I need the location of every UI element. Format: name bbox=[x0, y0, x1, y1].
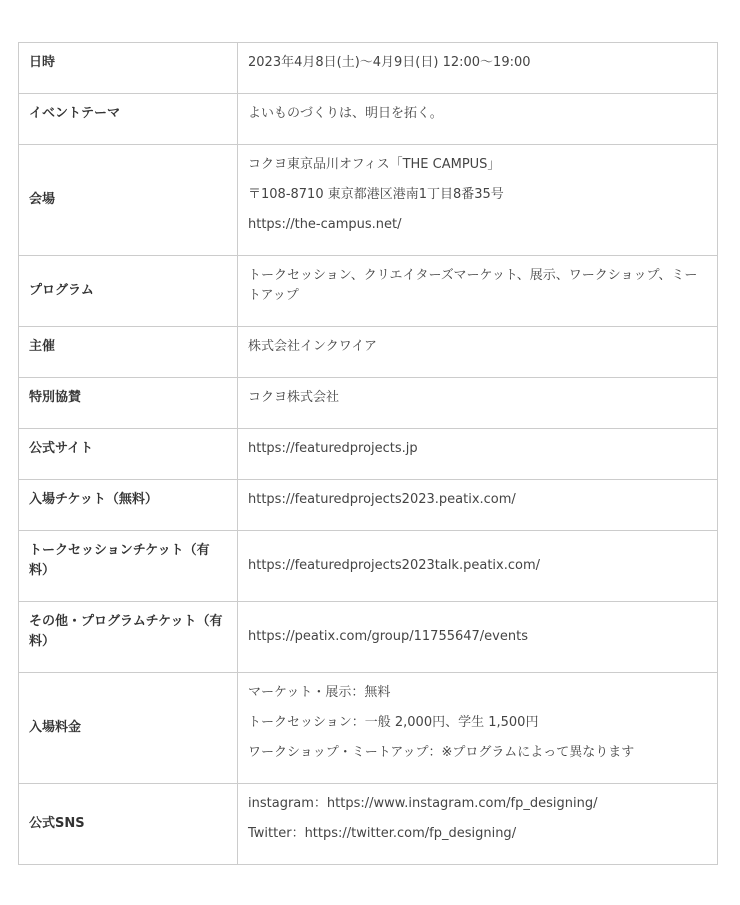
table-row bbox=[19, 784, 718, 865]
official-site-link[interactable]: https://featuredprojects.jp bbox=[248, 441, 418, 456]
row-label: 入場料金 bbox=[19, 673, 238, 784]
row-label: 公式SNS bbox=[19, 784, 238, 865]
table-row bbox=[19, 327, 718, 378]
venue-link[interactable]: https://the-campus.net/ bbox=[248, 217, 402, 232]
row-label: プログラム bbox=[19, 256, 238, 327]
program-ticket-link[interactable]: https://peatix.com/group/11755647/events bbox=[248, 629, 528, 644]
row-value: 2023年4月8日(土)〜4月9日(日) 12:00〜19:00 bbox=[238, 43, 718, 94]
row-label: 特別協賛 bbox=[19, 378, 238, 429]
row-value bbox=[238, 602, 718, 673]
row-label: 入場チケット（無料） bbox=[19, 480, 238, 531]
row-label: その他・プログラムチケット（有料） bbox=[19, 602, 238, 673]
table-row bbox=[19, 480, 718, 531]
row-label: 会場 bbox=[19, 145, 238, 256]
row-value bbox=[238, 429, 718, 480]
row-value: コクヨ株式会社 bbox=[238, 378, 718, 429]
table-row bbox=[19, 602, 718, 673]
table-row bbox=[19, 94, 718, 145]
talk-ticket-link[interactable]: https://featuredprojects2023talk.peatix.com/ bbox=[248, 558, 540, 573]
row-value bbox=[238, 531, 718, 602]
row-value bbox=[238, 480, 718, 531]
twitter-link[interactable]: Twitter：https://twitter.com/fp_designing/ bbox=[248, 826, 517, 841]
row-label: イベントテーマ bbox=[19, 94, 238, 145]
table-row bbox=[19, 378, 718, 429]
row-value: 株式会社インクワイア bbox=[238, 327, 718, 378]
table-row bbox=[19, 673, 718, 784]
row-label: トークセッションチケット（有料） bbox=[19, 531, 238, 602]
row-value: コクヨ東京品川オフィス「THE CAMPUS」 〒108-8710 東京都港区港南1丁目8番35号 https://the-campus.net/ bbox=[238, 145, 718, 256]
row-label: 公式サイト bbox=[19, 429, 238, 480]
row-label: 日時 bbox=[19, 43, 238, 94]
entry-ticket-link[interactable]: https://featuredprojects2023.peatix.com/ bbox=[248, 492, 516, 507]
row-value: マーケット・展示：無料 トークセッション：一般 2,000円、学生 1,500円 ワークショップ・ミートアップ：※プログラムによって異なります bbox=[238, 673, 718, 784]
row-value: よいものづくりは、明日を拓く。 bbox=[238, 94, 718, 145]
event-info-table bbox=[18, 42, 718, 865]
table-row bbox=[19, 145, 718, 256]
table-row bbox=[19, 256, 718, 327]
table-row bbox=[19, 429, 718, 480]
table-row bbox=[19, 43, 718, 94]
row-value bbox=[238, 784, 718, 865]
row-value: トークセッション、クリエイターズマーケット、展示、ワークショップ、ミートアップ bbox=[238, 256, 718, 327]
instagram-link[interactable]: instagram：https://www.instagram.com/fp_designing/ bbox=[248, 796, 598, 811]
row-label: 主催 bbox=[19, 327, 238, 378]
table-row bbox=[19, 531, 718, 602]
